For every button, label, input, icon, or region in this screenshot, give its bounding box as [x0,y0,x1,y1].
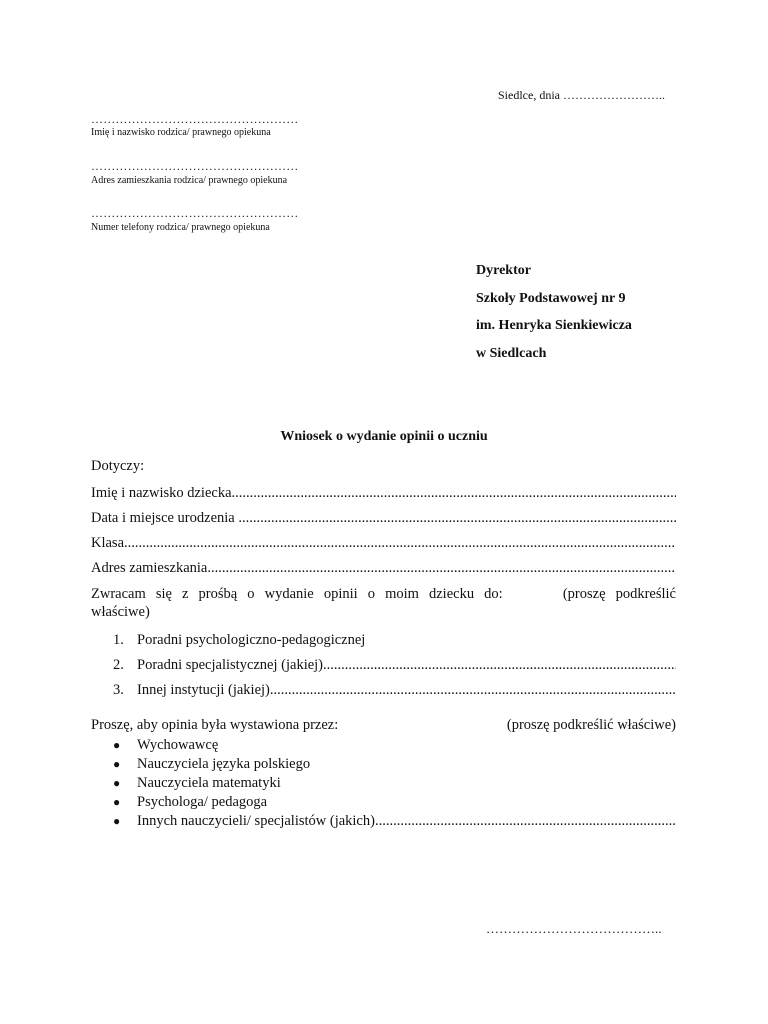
child-address-label: Adres zamieszkania [91,560,208,576]
institution-item [113,657,676,674]
request-word: podkreślić [615,586,676,602]
institution-number: 1. [113,632,124,648]
issuer-option [113,737,676,754]
addressee-line-4: w Siedlcach [476,346,547,361]
bullet-icon: ● [113,776,121,790]
institution-item [113,682,676,699]
issuer-option-label: Innych nauczycieli/ specjalistów (jakich) [137,813,375,829]
addressee-line-2: Szkoły Podstawowej nr 9 [476,291,626,306]
issuer-option-label: Wychowawcę [137,737,219,753]
child-name-field [91,485,676,502]
issuer-option [113,813,676,830]
document-title: Wniosek o wydanie opinii o uczniu [280,429,488,444]
request-word: z [182,586,189,602]
request-spacer [513,586,553,603]
institution-number: 3. [113,682,124,698]
request-word: Zwracam [91,586,146,602]
issuer-option [113,756,676,773]
issuer-option-label: Nauczyciela języka polskiego [137,756,311,772]
addressee-line-3: im. Henryka Sienkiewicza [476,318,632,333]
issuer-option [113,775,676,792]
bullet-icon: ● [113,795,121,809]
child-class-field [91,535,676,552]
institution-label: Poradni psychologiczno-pedagogicznej [137,632,366,648]
child-address-field [91,560,676,577]
child-birth-label: Data i miejsce urodzenia [91,510,239,526]
institution-label: Innej instytucji (jakiej) [137,682,270,698]
request-word: dziecku [428,586,475,602]
request-paragraph-line-1 [91,586,676,603]
signature-line: ………………………………….. [486,921,662,936]
parent-address-label: Adres zamieszkania rodzica/ prawnego opiekuna [91,175,288,186]
issuer-option-label: Nauczyciela matematyki [137,775,281,791]
request-word: się [155,586,172,602]
parent-phone-dots: …………………………………………… [91,206,299,220]
bullet-icon: ● [113,814,121,828]
request-word: o [247,586,255,602]
issuer-hint: (proszę podkreślić właściwe) [506,717,676,733]
parent-phone-label: Numer telefony rodzica/ prawnego opiekuna [91,222,270,233]
request-word: prośbą [198,586,238,602]
bullet-icon: ● [113,738,121,752]
institution-item [113,632,676,649]
issuer-option [113,794,676,811]
child-class-label: Klasa [91,535,125,551]
child-name-label: Imię i nazwisko dziecka [91,485,232,501]
request-word: wydanie [264,586,314,602]
concerns-label: Dotyczy: [91,458,145,474]
date-field: Siedlce, dnia …………………….. [498,88,665,102]
addressee-line-1: Dyrektor [476,263,531,278]
institution-number: 2. [113,657,124,673]
request-word: o [367,586,375,602]
issuer-option-label: Psychologa/ pedagoga [137,794,268,810]
parent-name-label: Imię i nazwisko rodzica/ prawnego opiekuna [91,127,271,138]
request-word: opinii [323,586,358,602]
parent-name-dots: …………………………………………… [91,112,299,126]
request-paragraph-line-2: właściwe) [91,604,150,620]
bullet-icon: ● [113,757,121,771]
request-word: (proszę [562,586,606,602]
institution-label: Poradni specjalistycznej (jakiej) [137,657,324,673]
issuer-line [91,717,676,734]
request-word: moim [385,586,419,602]
child-birth-field [91,510,676,527]
parent-address-dots: …………………………………………… [91,159,299,173]
request-word: do: [484,586,503,602]
issuer-label: Proszę, aby opinia była wystawiona przez: [91,717,339,733]
